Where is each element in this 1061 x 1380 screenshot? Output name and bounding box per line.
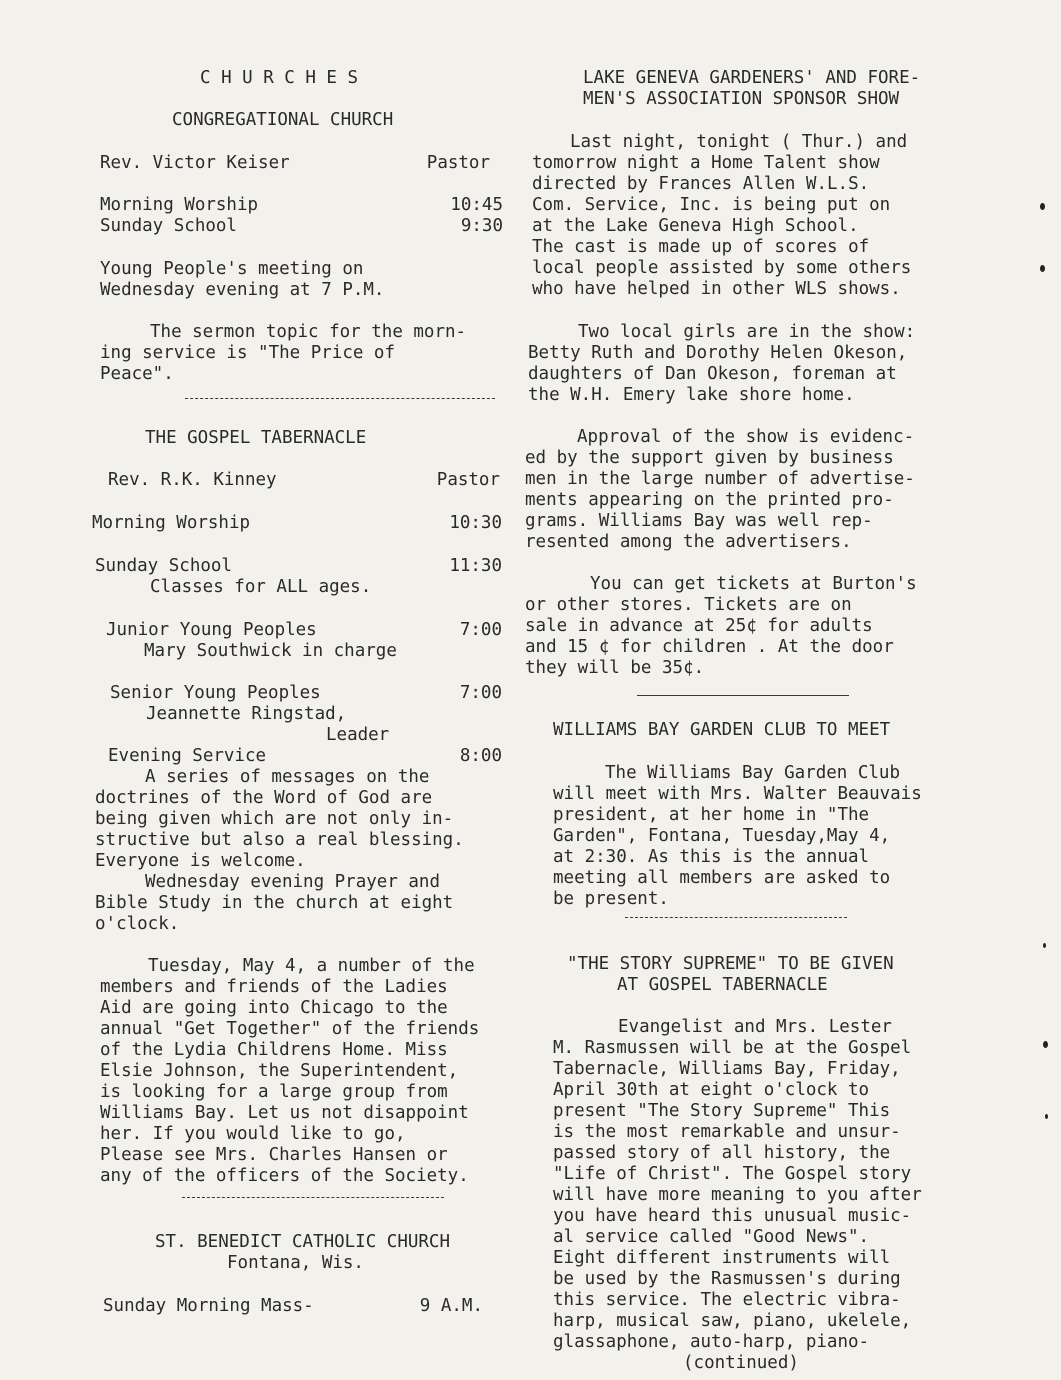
schedule-label: Junior Young Peoples [106,620,317,640]
st-benedict-mass [103,1296,483,1317]
gardeners-tickets [525,574,1005,679]
text-line: is the most remarkable and unsur- [553,1122,901,1142]
text-line: and 15 ¢ for children . At the door [525,637,894,657]
tabernacle-junior [106,620,502,662]
text-line: Two local girls are in the show: [578,322,916,342]
st-benedict-title: ST. BENEDICT CATHOLIC CHURCH [155,1232,451,1252]
text-line: ments appearing on the printed pro- [525,490,894,510]
text-line: doctrines of the Word of God are [95,788,433,808]
ladies-aid-notice [100,956,545,1187]
text-line: Young People's meeting on [100,259,364,279]
gardeners-para1 [532,132,1005,300]
gardeners-para3 [525,427,1005,553]
headline-line: MEN'S ASSOCIATION SPONSOR SHOW [583,89,900,109]
text-line: harp, musical saw, piano, ukelele, [553,1311,912,1331]
text-line: Williams Bay. Let us not disappoint [100,1103,469,1123]
gardeners-para2 [528,322,1005,406]
st-benedict-section [155,1232,545,1274]
margin-mark [1040,203,1045,210]
schedule-note: Mary Southwick in charge [144,641,397,661]
congregational-pastor-name: Rev. Victor Keiser [100,153,290,173]
text-line: A series of messages on the [145,767,430,787]
text-line: Aid are going into Chicago to the [100,998,448,1018]
schedule-note: Classes for ALL ages. [150,577,372,597]
text-line: grams. Williams Bay was well rep- [525,511,873,531]
mass-time: 9 A.M. [419,1296,483,1316]
headline-line: AT GOSPEL TABERNACLE [617,975,828,995]
text-line: will meet with Mrs. Walter Beauvais [553,784,922,804]
text-line: Wednesday evening Prayer and [145,872,441,892]
text-line: you have heard this unusual music- [553,1206,912,1226]
story-supreme-body [553,1017,1005,1374]
churches-header [200,68,545,89]
text-line: is looking for a large group from [100,1082,448,1102]
text-line: passed story of all history, the [553,1143,891,1163]
text-line: any of the officers of the Society. [100,1166,469,1186]
schedule-row [100,195,503,216]
churches-header-text: C H U R C H E S [200,68,359,88]
margin-mark [1045,1114,1048,1119]
headline-line: WILLIAMS BAY GARDEN CLUB TO MEET [553,720,891,740]
schedule-row [100,216,503,237]
text-line: be used by the Rasmussen's during [553,1269,901,1289]
schedule-note: Leader [326,725,390,745]
schedule-time: 7:00 [459,683,502,703]
text-line: Garden", Fontana, Tuesday,May 4, [553,826,891,846]
young-people-note [100,259,545,301]
continued-note: (continued) [683,1353,799,1373]
schedule-label: Sunday School [95,556,232,576]
text-line: The Williams Bay Garden Club [605,763,901,783]
schedule-time: 7:00 [459,620,502,640]
tabernacle-pastor-row [108,470,500,491]
headline-line: "THE STORY SUPREME" TO BE GIVEN [567,954,894,974]
schedule-label: Morning Worship [92,513,251,533]
schedule-label: Sunday School [100,216,237,236]
tabernacle-title-text: THE GOSPEL TABERNACLE [145,428,367,448]
text-line: tomorrow night a Home Talent show [532,153,880,173]
text-line: meeting all members are asked to [553,868,891,888]
text-line: Bible Study in the church at eight [95,893,454,913]
text-line: Tuesday, May 4, a number of the [148,956,475,976]
story-supreme-headline [567,954,1005,996]
text-line: Please see Mrs. Charles Hansen or [100,1145,448,1165]
tabernacle-pastor-role: Pastor [436,470,500,490]
schedule-time: 10:45 [450,195,503,215]
text-line: resented among the advertisers. [525,532,852,552]
text-line: Elsie Johnson, the Superintendent, [100,1061,459,1081]
text-line: annual "Get Together" of the friends [100,1019,480,1039]
tabernacle-series [95,767,545,872]
headline-line: LAKE GENEVA GARDENERS' AND FORE- [583,68,921,88]
text-line: Com. Service, Inc. is being put on [532,195,891,215]
text-line: April 30th at eight o'clock to [553,1080,870,1100]
tabernacle-evening [108,746,502,767]
tabernacle-senior [110,683,502,746]
congregational-title: CONGREGATIONAL CHURCH [172,110,394,130]
divider [185,398,495,399]
text-line: present "The Story Supreme" This [553,1101,891,1121]
tabernacle-prayer [95,872,545,935]
text-line: daughters of Dan Okeson, foreman at [528,364,897,384]
text-line: will have more meaning to you after [553,1185,922,1205]
text-line: this service. The electric vibra- [553,1290,901,1310]
text-line: You can get tickets at Burton's [590,574,917,594]
text-line: M. Rasmussen will be at the Gospel [553,1038,912,1058]
schedule-label: Senior Young Peoples [110,683,321,703]
text-line: "Life of Christ". The Gospel story [553,1164,912,1184]
divider [637,695,849,696]
schedule-label: Morning Worship [100,195,259,215]
divider [182,1197,444,1198]
text-line: Everyone is welcome. [95,851,306,871]
text-line: The sermon topic for the morn- [150,322,467,342]
text-line: Wednesday evening at 7 P.M. [100,280,385,300]
text-line: they will be 35¢. [525,658,705,678]
tabernacle-title [145,428,545,449]
margin-mark [1040,265,1045,272]
congregational-pastor-role: Pastor [426,153,490,173]
tabernacle-morning-worship [92,513,502,534]
text-line: sale in advance at 25¢ for adults [525,616,873,636]
text-line: president, at her home in "The [553,805,870,825]
text-line: ing service is "The Price of [100,343,396,363]
margin-mark [1043,1041,1048,1048]
garden-club-body [553,763,1005,910]
text-line: being given which are not only in- [95,809,454,829]
schedule-label: Evening Service [108,746,267,766]
congregational-section [172,110,545,131]
text-line: o'clock. [95,914,180,934]
congregational-schedule [100,195,503,237]
text-line: local people assisted by some others [532,258,912,278]
text-line: who have helped in other WLS shows. [532,279,901,299]
margin-mark [1043,943,1046,948]
text-line: structive but also a real blessing. [95,830,464,850]
text-line: directed by Frances Allen W.L.S. [532,174,870,194]
text-line: Tabernacle, Williams Bay, Friday, [553,1059,901,1079]
garden-club-headline [553,720,1005,741]
text-line: men in the large number of advertise- [525,469,915,489]
gardeners-headline [583,68,1005,110]
schedule-time: 8:00 [459,746,502,766]
tabernacle-pastor-name: Rev. R.K. Kinney [108,470,277,490]
text-line: Approval of the show is evidenc- [577,427,915,447]
schedule-time: 11:30 [449,556,502,576]
mass-label: Sunday Morning Mass- [103,1296,314,1316]
divider [625,917,847,918]
sermon-topic [100,322,545,385]
st-benedict-location: Fontana, Wis. [227,1253,364,1273]
tabernacle-sunday-school [95,556,502,598]
schedule-note: Jeannette Ringstad, [146,704,347,724]
text-line: at the Lake Geneva High School. [532,216,859,236]
text-line: Evangelist and Mrs. Lester [618,1017,892,1037]
text-line: ed by the support given by business [525,448,894,468]
text-line: the W.H. Emery lake shore home. [528,385,855,405]
schedule-time: 9:30 [460,216,503,236]
text-line: Peace". [100,364,174,384]
text-line: members and friends of the Ladies [100,977,448,997]
text-line: al service called "Good News". [553,1227,870,1247]
text-line: Eight different instruments will [553,1248,891,1268]
text-line: of the Lydia Childrens Home. Miss [100,1040,448,1060]
text-line: her. If you would like to go, [100,1124,406,1144]
text-line: The cast is made up of scores of [532,237,870,257]
text-line: or other stores. Tickets are on [525,595,852,615]
text-line: Betty Ruth and Dorothy Helen Okeson, [528,343,908,363]
schedule-time: 10:30 [449,513,502,533]
text-line: Last night, tonight ( Thur.) and [570,132,908,152]
text-line: at 2:30. As this is the annual [553,847,870,867]
text-line: be present. [553,889,669,909]
congregational-pastor-row [100,153,490,174]
text-line: glassaphone, auto-harp, piano- [553,1332,870,1352]
